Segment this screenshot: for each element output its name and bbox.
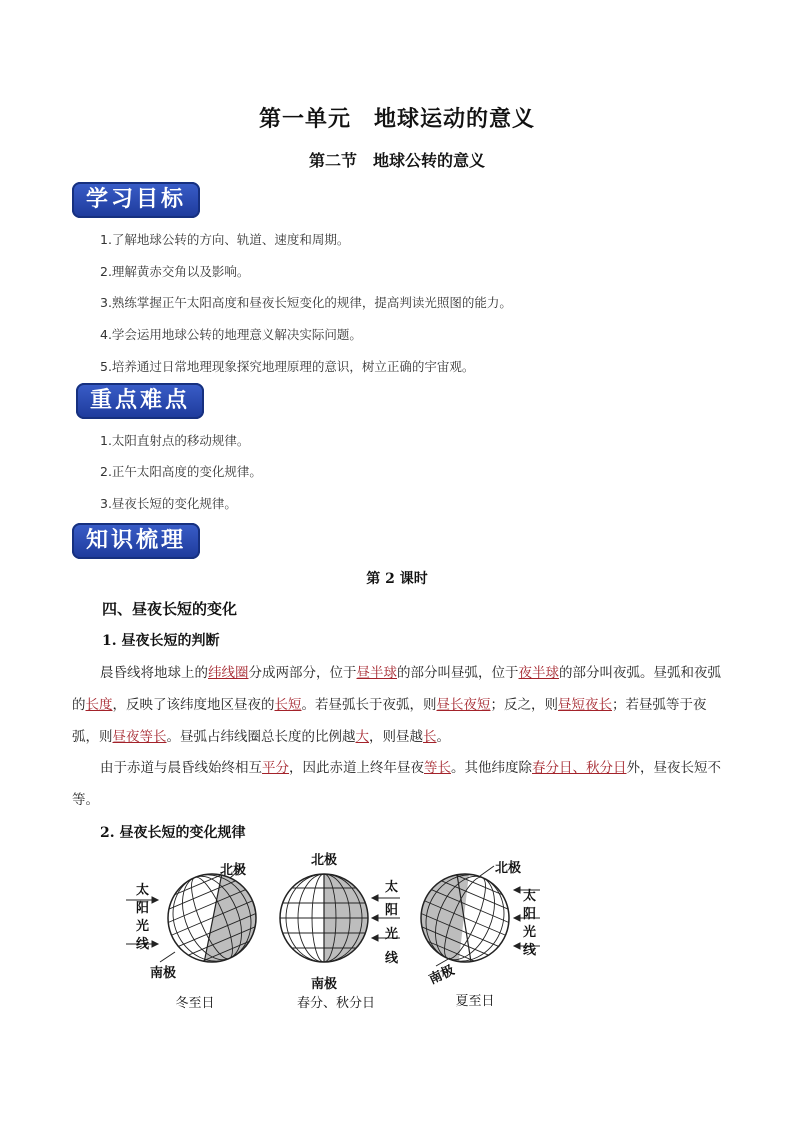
south-pole-label: 南极 xyxy=(150,966,177,981)
south-pole-label: 南极 xyxy=(426,963,457,988)
answer-blank: 春分日、秋分日 xyxy=(532,760,627,776)
sun-rays-label: 太 xyxy=(523,889,537,904)
answer-blank: 长度 xyxy=(85,697,113,713)
north-pole-label: 北极 xyxy=(311,853,338,868)
objective-item: 2.理解黄赤交角以及影响。 xyxy=(100,264,250,279)
key-point-item: 3.昼夜长短的变化规律。 xyxy=(100,496,237,511)
caption-winter: 冬至日 xyxy=(175,996,215,1011)
answer-blank: 纬线圈 xyxy=(208,665,249,681)
answer-blank: 长短 xyxy=(274,697,302,713)
objectives-badge: 学习目标 xyxy=(72,182,200,218)
sun-rays-label: 太 xyxy=(136,883,150,898)
knowledge-badge: 知识梳理 xyxy=(72,523,200,559)
answer-blank: 等长 xyxy=(424,760,451,776)
subsection-heading: 2. 昼夜长短的变化规律 xyxy=(100,825,246,841)
answer-blank: 昼夜等长 xyxy=(112,729,167,745)
answer-blank: 昼半球 xyxy=(356,665,397,681)
sun-rays-label: 光 xyxy=(385,927,399,942)
north-pole-label: 北极 xyxy=(220,863,247,878)
subsection-heading: 1. 昼夜长短的判断 xyxy=(102,633,220,649)
section-title: 第二节 地球公转的意义 xyxy=(308,151,485,170)
day-night-diagrams xyxy=(120,848,560,1013)
answer-blank: 昼短夜长 xyxy=(558,697,612,713)
answer-blank: 平分 xyxy=(262,760,289,776)
globe-equinox xyxy=(280,868,400,968)
answer-blank: 昼长夜短 xyxy=(436,697,491,713)
page-title: 第一单元 地球运动的意义 xyxy=(258,106,535,132)
north-pole-label: 北极 xyxy=(495,861,522,876)
objective-item: 4.学会运用地球公转的地理意义解决实际问题。 xyxy=(100,327,362,342)
paragraph-1: 晨昏线将地球上的纬线圈分成两部分，位于昼半球的部分叫昼弧，位于夜半球的部分叫夜弧。昼弧和夜弧的长度，反映了该纬度地区昼夜的长短。若昼弧长于夜弧，则昼长夜短；反之，则昼短夜长；若昼弧等于夜弧，则昼夜等长。昼弧占纬线圈总长度的比例越大，则昼越长。 xyxy=(72,665,721,745)
sun-rays-label: 太 xyxy=(385,880,399,895)
lesson-label: 第 2 课时 xyxy=(366,571,428,587)
caption-equinox: 春分、秋分日 xyxy=(296,996,375,1011)
objective-item: 3.熟练掌握正午太阳高度和昼夜长短变化的规律，提高判读光照图的能力。 xyxy=(100,295,512,310)
sun-rays-label: 阳 xyxy=(385,903,399,918)
sun-rays-label: 光 xyxy=(523,925,537,940)
answer-blank: 长 xyxy=(423,729,437,745)
objective-item: 1.了解地球公转的方向、轨道、速度和周期。 xyxy=(100,232,350,247)
caption-summer: 夏至日 xyxy=(455,994,495,1009)
section-heading: 四、昼夜长短的变化 xyxy=(102,600,238,618)
sun-rays-label: 线 xyxy=(385,951,399,966)
sun-rays-label: 阳 xyxy=(136,901,150,916)
key-points-badge: 重点难点 xyxy=(76,383,204,419)
sun-rays-label: 光 xyxy=(136,919,150,934)
paragraph-2: 由于赤道与晨昏线始终相互平分，因此赤道上终年昼夜等长。其他纬度除春分日、秋分日外，昼夜长短不等。 xyxy=(72,760,721,808)
key-point-item: 1.太阳直射点的移动规律。 xyxy=(100,433,250,448)
sun-rays-label: 线 xyxy=(136,937,150,952)
south-pole-label: 南极 xyxy=(311,977,338,992)
answer-blank: 大 xyxy=(355,729,369,745)
key-point-item: 2.正午太阳高度的变化规律。 xyxy=(100,464,262,479)
answer-blank: 夜半球 xyxy=(518,665,559,681)
sun-rays-label: 阳 xyxy=(523,907,537,922)
objective-item: 5.培养通过日常地理现象探究地理原理的意识，树立正确的宇宙观。 xyxy=(100,359,475,374)
sun-rays-label: 线 xyxy=(523,943,537,958)
